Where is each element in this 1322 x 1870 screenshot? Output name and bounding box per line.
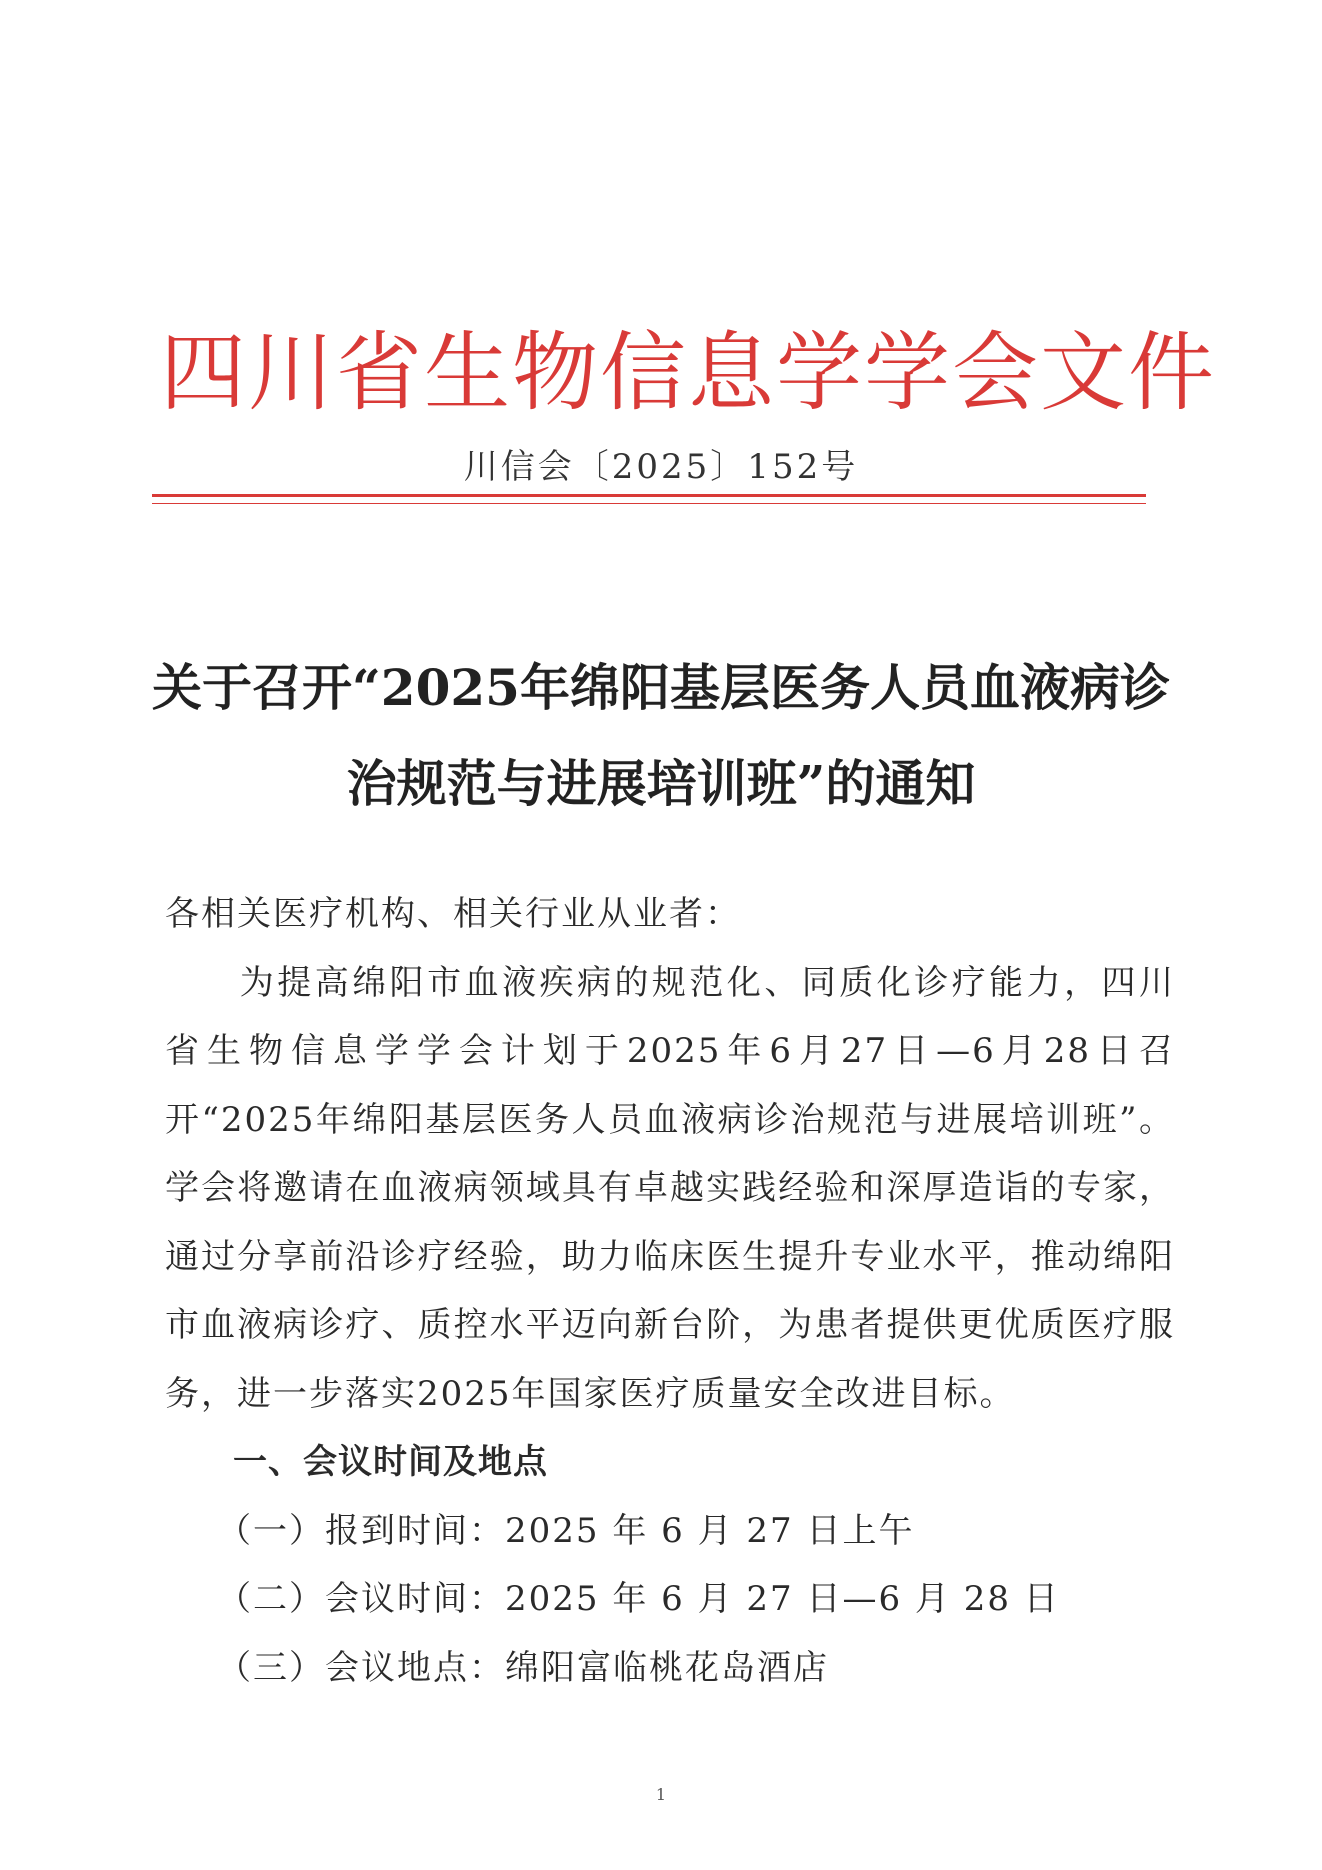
- notice-title-line-1: 关于召开“2025年绵阳基层医务人员血液病诊: [152, 658, 1170, 717]
- org-document-header: 四川省生物信息学学会文件: [160, 323, 1216, 423]
- intro-paragraph: 为提高绵阳市血液疾病的规范化、同质化诊疗能力，四川省生物信息学学会计划于2025年6月27日—6月28日召开“2025年绵阳基层医务人员血液病诊治规范与进展培训班”。学会将邀请在血液病领域具有卓越实践经验和深厚造诣的专家，通过分享前沿诊疗经验，助力临床医生提升专业水平，推动绵阳市血液病诊疗、质控水平迈向新台阶，为患者提供更优质医疗服务，进一步落实2025年国家医疗质量安全改进目标。: [165, 962, 1175, 1414]
- section-heading-time-location: 一、会议时间及地点: [233, 1442, 548, 1482]
- item-meeting-time: （二）会议时间：2025 年 6 月 27 日—6 月 28 日: [217, 1579, 1060, 1619]
- page-number: 1: [655, 1785, 667, 1804]
- notice-title-line-2: 治规范与进展培训班”的通知: [346, 754, 976, 813]
- item-meeting-location: （三）会议地点：绵阳富临桃花岛酒店: [217, 1647, 829, 1688]
- salutation: 各相关医疗机构、相关行业从业者：: [165, 894, 741, 934]
- red-divider-line: [152, 494, 1146, 504]
- item-registration-time: （一）报到时间：2025 年 6 月 27 日上午: [217, 1510, 915, 1551]
- notice-title: [150, 640, 1172, 832]
- document-number: 川信会〔2025〕152号: [463, 447, 859, 487]
- notice-body: [165, 880, 1175, 1702]
